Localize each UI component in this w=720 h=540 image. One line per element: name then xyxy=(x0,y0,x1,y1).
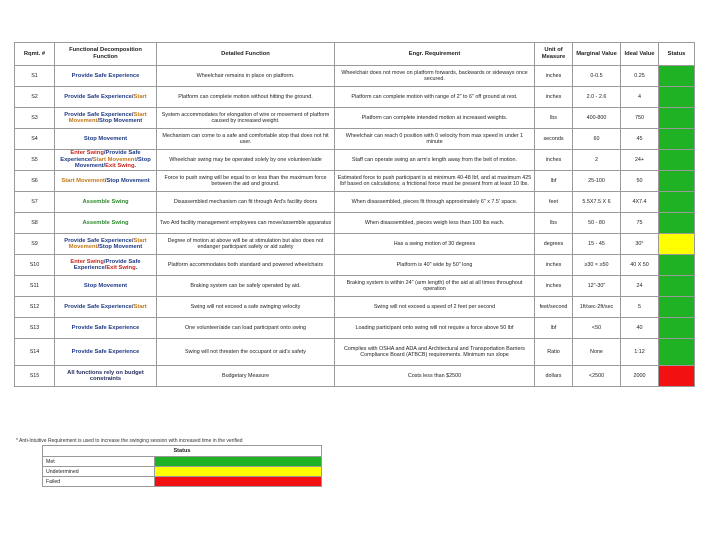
row-marginal-value: <2500 xyxy=(573,366,621,387)
function-segment: Start Movement xyxy=(61,177,105,184)
row-function xyxy=(55,129,157,150)
function-segment: Movement xyxy=(106,156,137,163)
status-legend xyxy=(42,445,322,487)
row-marginal-value: 2.0 - 2.6 xyxy=(573,87,621,108)
function-segment: Provide Safe Experience xyxy=(71,348,140,355)
row-detailed-function: Platform can complete motion without hitting the ground. xyxy=(157,87,335,108)
row-id: S9 xyxy=(15,234,55,255)
row-requirement: Staff can operate swing an arm's length away from the belt of motion. xyxy=(335,150,535,171)
function-segment: / xyxy=(91,156,93,163)
row-requirement: Costs less than $2500 xyxy=(335,366,535,387)
row-ideal-value: 75 xyxy=(621,213,659,234)
row-unit: feet/second xyxy=(535,297,573,318)
row-status-cell xyxy=(659,171,695,192)
col-header-marginal: Marginal Value xyxy=(573,43,621,66)
row-marginal-value: 0-0.5 xyxy=(573,66,621,87)
row-unit: degrees xyxy=(535,234,573,255)
row-ideal-value: 24+ xyxy=(621,150,659,171)
row-unit: inches xyxy=(535,87,573,108)
table-row xyxy=(15,339,695,366)
function-segment: Start xyxy=(133,303,147,310)
function-segment: /Provide Safe Experience xyxy=(73,258,141,271)
row-id: S5 xyxy=(15,150,55,171)
table-row xyxy=(15,297,695,318)
row-id: S11 xyxy=(15,276,55,297)
function-segment: Assemble Swing xyxy=(82,219,129,226)
row-function xyxy=(55,366,157,387)
row-unit: inches xyxy=(535,276,573,297)
row-requirement: Wheelchair does not move on platform forwards, backwards or sideways once secured. xyxy=(335,66,535,87)
col-header-unit: Unit of Measure xyxy=(535,43,573,66)
row-status-cell xyxy=(659,108,695,129)
function-segment: Provide Safe Experience xyxy=(64,111,132,118)
function-segment: /Stop Movement xyxy=(97,118,143,124)
row-function xyxy=(55,318,157,339)
row-status-cell xyxy=(659,66,695,87)
row-status-cell xyxy=(659,366,695,387)
table-row xyxy=(15,129,695,150)
row-marginal-value: <50 xyxy=(573,318,621,339)
row-function xyxy=(55,255,157,276)
function-segment: Stop Movement xyxy=(83,282,128,289)
row-detailed-function: Force to push swing will be equal to or less than the maximum force between the aid and ground. xyxy=(157,171,335,192)
function-segment: / xyxy=(131,111,134,118)
row-ideal-value: 40 X 50 xyxy=(621,255,659,276)
function-segment: / xyxy=(131,237,134,244)
row-ideal-value: 2000 xyxy=(621,366,659,387)
table-row xyxy=(15,108,695,129)
function-segment: / xyxy=(103,163,106,170)
row-detailed-function: Budgetary Measure xyxy=(157,366,335,387)
function-segment: / xyxy=(131,93,134,100)
row-ideal-value: 45 xyxy=(621,129,659,150)
table-row xyxy=(15,87,695,108)
row-detailed-function: One volunteer/aide can load participant onto swing xyxy=(157,318,335,339)
row-status-cell xyxy=(659,297,695,318)
header-row xyxy=(15,43,695,66)
row-ideal-value: 1:12 xyxy=(621,339,659,366)
row-ideal-value: 24 xyxy=(621,276,659,297)
table-row xyxy=(15,150,695,171)
function-segment: Enter Swing xyxy=(70,150,104,157)
row-detailed-function: Swing will not exceed a safe swinging velocity xyxy=(157,297,335,318)
row-marginal-value: 25-100 xyxy=(573,171,621,192)
row-requirement: Wheelchair can reach 0 position with 0 velocity from max speed in under 1 minute xyxy=(335,129,535,150)
row-id: S1 xyxy=(15,66,55,87)
function-segment: / xyxy=(131,303,134,310)
row-id: S6 xyxy=(15,171,55,192)
row-status-cell xyxy=(659,339,695,366)
row-marginal-value: 2 xyxy=(573,150,621,171)
function-segment: Start xyxy=(92,156,106,163)
row-marginal-value: 15 - 45 xyxy=(573,234,621,255)
row-function xyxy=(55,171,157,192)
function-segment: Start xyxy=(133,111,147,118)
function-segment: /Stop Movement xyxy=(74,156,151,170)
table-row xyxy=(15,66,695,87)
row-unit: inches xyxy=(535,255,573,276)
footnote: * Anti-Intuitive Requirement is used to increase the swinging session with increased time in the verified xyxy=(16,438,243,444)
row-unit: lbs xyxy=(535,108,573,129)
row-requirement: Estimated force to push participant is at minimum 40-48 lbf, and at maximum 425 lbf based on calculations; a frictional force must be present from at least 10 lbs. xyxy=(335,171,535,192)
row-function xyxy=(55,234,157,255)
row-id: S12 xyxy=(15,297,55,318)
function-segment: Provide Safe Experience xyxy=(64,303,132,310)
row-detailed-function: Mechanism can come to a safe and comfortable stop that does not hit user. xyxy=(157,129,335,150)
function-segment: Exit Swing xyxy=(105,163,135,170)
row-id: S2 xyxy=(15,87,55,108)
row-ideal-value: 4 xyxy=(621,87,659,108)
function-segment: All functions rely on budget constraints xyxy=(67,369,144,382)
row-unit: lbf xyxy=(535,171,573,192)
legend-swatch-met xyxy=(155,457,322,467)
row-unit: inches xyxy=(535,150,573,171)
legend-row-undetermined xyxy=(43,467,322,477)
row-requirement: Swing will not exceed a speed of 2 feet per second xyxy=(335,297,535,318)
function-segment: Provide Safe Experience xyxy=(64,93,132,100)
row-marginal-value: None xyxy=(573,339,621,366)
row-status-cell xyxy=(659,192,695,213)
function-segment: Movement xyxy=(68,118,98,124)
row-function xyxy=(55,192,157,213)
table-row xyxy=(15,276,695,297)
col-header-requirement: Engr. Requirement xyxy=(335,43,535,66)
row-requirement: Complies with OSHA and ADA and Architectural and Transportation Barriers Compliance Board (ATBCB) requirements. Minimum run slope xyxy=(335,339,535,366)
function-segment: . xyxy=(135,265,138,271)
row-requirement: Platform can complete motion with range of 2" to 6" off ground at rest. xyxy=(335,87,535,108)
row-unit: feet xyxy=(535,192,573,213)
row-status-cell xyxy=(659,234,695,255)
legend-swatch-undetermined xyxy=(155,467,322,477)
function-segment: Exit Swing xyxy=(106,265,136,271)
row-requirement: Platform can complete intended motion at increased weights. xyxy=(335,108,535,129)
function-segment: Provide Safe Experience xyxy=(71,324,140,331)
requirements-table xyxy=(14,42,695,387)
table-row xyxy=(15,171,695,192)
function-segment: Movement xyxy=(68,244,98,250)
row-requirement: Platform is 40" wide by 50" long xyxy=(335,255,535,276)
row-id: S13 xyxy=(15,318,55,339)
row-status-cell xyxy=(659,213,695,234)
col-header-num: Rqmt. # xyxy=(15,43,55,66)
row-function xyxy=(55,276,157,297)
function-segment: Start xyxy=(133,237,147,244)
row-detailed-function: System accommodates for elongation of wire or movement of platform caused by increased weight. xyxy=(157,108,335,129)
row-id: S3 xyxy=(15,108,55,129)
function-segment: Start xyxy=(133,93,147,100)
row-ideal-value: 4X7.4 xyxy=(621,192,659,213)
table-row xyxy=(15,318,695,339)
row-status-cell xyxy=(659,150,695,171)
row-function xyxy=(55,87,157,108)
row-status-cell xyxy=(659,87,695,108)
row-requirement: Has a swing motion of 30 degrees xyxy=(335,234,535,255)
table-row xyxy=(15,366,695,387)
function-segment: Enter Swing xyxy=(70,258,104,265)
row-id: S4 xyxy=(15,129,55,150)
row-id: S14 xyxy=(15,339,55,366)
legend-row-met xyxy=(43,457,322,467)
function-segment: /Provide Safe Experience xyxy=(60,150,141,163)
row-status-cell xyxy=(659,276,695,297)
function-segment: /Stop Movement xyxy=(104,177,150,184)
row-function xyxy=(55,150,157,171)
row-ideal-value: 40 xyxy=(621,318,659,339)
row-ideal-value: 50 xyxy=(621,171,659,192)
function-segment: /Stop Movement xyxy=(97,244,143,250)
row-id: S15 xyxy=(15,366,55,387)
legend-title: Status xyxy=(43,446,322,457)
row-requirement: Loading participant onto swing will not require a force above 50 lbf xyxy=(335,318,535,339)
legend-label-met: Met xyxy=(43,457,155,467)
row-id: S7 xyxy=(15,192,55,213)
legend-swatch-failed xyxy=(155,477,322,487)
row-detailed-function: Swing will not threaten the occupant or aid's safety xyxy=(157,339,335,366)
row-unit: dollars xyxy=(535,366,573,387)
row-function xyxy=(55,108,157,129)
row-requirement: Braking system is within 24" (arm length) of the aid at all times throughout operation xyxy=(335,276,535,297)
table-row xyxy=(15,255,695,276)
row-detailed-function: Two Ard facility management employees can move/assemble apparatus xyxy=(157,213,335,234)
legend-row-failed xyxy=(43,477,322,487)
row-marginal-value: ≥30 × ≥50 xyxy=(573,255,621,276)
col-header-status: Status xyxy=(659,43,695,66)
row-unit: Ratio xyxy=(535,339,573,366)
legend-label-undetermined: Undetermined xyxy=(43,467,155,477)
legend-label-failed: Failed xyxy=(43,477,155,487)
row-marginal-value: 5.5X7.5 X 6 xyxy=(573,192,621,213)
row-unit: lbs xyxy=(535,213,573,234)
row-ideal-value: 750 xyxy=(621,108,659,129)
row-id: S10 xyxy=(15,255,55,276)
table-row xyxy=(15,234,695,255)
row-detailed-function: Platform accommodates both standard and powered wheelchairs xyxy=(157,255,335,276)
row-detailed-function: Wheelchair swing may be operated solely by one volunteer/aide xyxy=(157,150,335,171)
col-header-ideal: Ideal Value xyxy=(621,43,659,66)
function-segment: Provide Safe Experience xyxy=(64,237,132,244)
col-header-detailed: Detailed Function xyxy=(157,43,335,66)
row-detailed-function: Degree of motion at above will be at stimulation but also does not endanger participant safety or aid safety xyxy=(157,234,335,255)
row-marginal-value: 60 xyxy=(573,129,621,150)
row-id: S8 xyxy=(15,213,55,234)
row-status-cell xyxy=(659,129,695,150)
row-detailed-function: Wheelchair remains in place on platform. xyxy=(157,66,335,87)
row-function xyxy=(55,339,157,366)
row-marginal-value: 1ft/sec-2ft/sec xyxy=(573,297,621,318)
row-status-cell xyxy=(659,255,695,276)
row-function xyxy=(55,297,157,318)
row-ideal-value: 5 xyxy=(621,297,659,318)
row-unit: lbf xyxy=(535,318,573,339)
row-marginal-value: 12"-30" xyxy=(573,276,621,297)
function-segment: . xyxy=(134,163,137,170)
row-requirement: When disassembled, pieces fit through approximately 6" x 7.5' space. xyxy=(335,192,535,213)
row-marginal-value: 400-800 xyxy=(573,108,621,129)
table-row xyxy=(15,213,695,234)
row-status-cell xyxy=(659,318,695,339)
row-function xyxy=(55,213,157,234)
row-function xyxy=(55,66,157,87)
row-ideal-value: 30° xyxy=(621,234,659,255)
row-requirement: When disassembled, pieces weigh less than 100 lbs each. xyxy=(335,213,535,234)
function-segment: / xyxy=(104,265,107,271)
function-segment: Assemble Swing xyxy=(82,198,129,205)
function-segment: Provide Safe Experience xyxy=(71,72,140,79)
row-unit: inches xyxy=(535,66,573,87)
table-row xyxy=(15,192,695,213)
row-detailed-function: Disassembled mechanism can fit through Ard's facility doors xyxy=(157,192,335,213)
row-marginal-value: 50 - 80 xyxy=(573,213,621,234)
col-header-function: Functional Decomposition Function xyxy=(55,43,157,66)
row-unit: seconds xyxy=(535,129,573,150)
row-detailed-function: Braking system can be safely operated by aid. xyxy=(157,276,335,297)
row-ideal-value: 0.25 xyxy=(621,66,659,87)
function-segment: Stop Movement xyxy=(83,135,128,142)
